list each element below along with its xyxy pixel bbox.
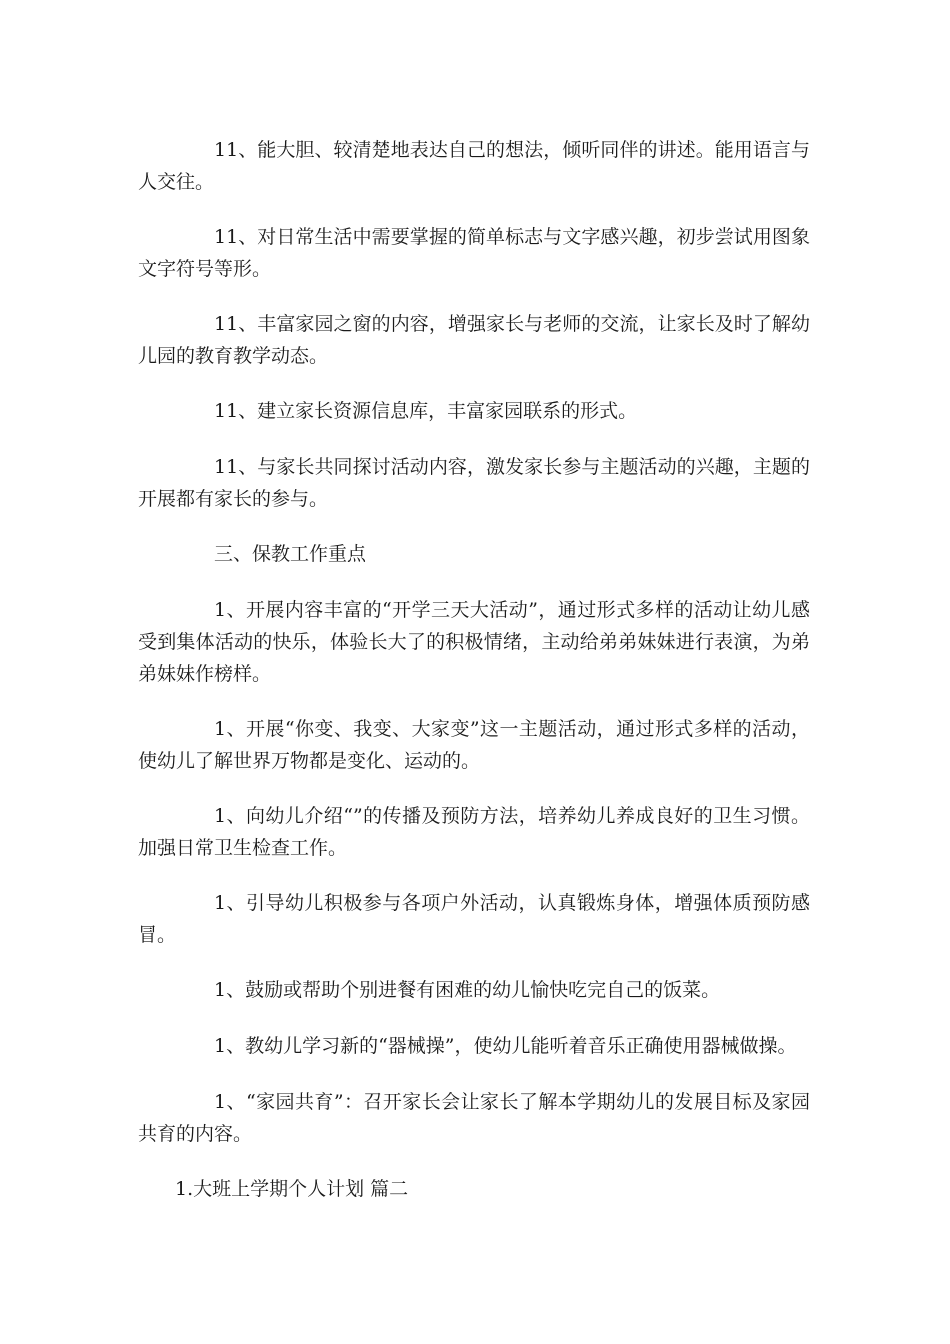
section-heading: 三、保教工作重点	[214, 543, 367, 565]
paragraph-symbols: 11、对日常生活中需要掌握的简单标志与文字感兴趣，初步尝试用图象文字符号等形。	[138, 226, 810, 280]
item-home-school: 1、“家园共育”：召开家长会让家长了解本学期幼儿的发展目标及家园共育的内容。	[138, 1091, 810, 1145]
item-theme-activity: 1、开展“你变、我变、大家变”这一主题活动，通过形式多样的活动，使幼儿了解世界万物都是变化、运动的。	[138, 718, 810, 772]
item-opening-activities: 1、开展内容丰富的“开学三天大活动”，通过形式多样的活动让幼儿感受到集体活动的快乐，体验长大了的积极情绪，主动给弟弟妹妹进行表演，为弟弟妹妹作榜样。	[138, 599, 810, 685]
item-outdoor-activities: 1、引导幼儿积极参与各项户外活动，认真锻炼身体，增强体质预防感冒。	[138, 892, 810, 946]
item-meals: 1、鼓励或帮助个别进餐有困难的幼儿愉快吃完自己的饭菜。	[214, 979, 721, 1001]
paragraph-parent-discussion: 11、与家长共同探讨活动内容，激发家长参与主题活动的兴趣，主题的开展都有家长的参与。	[138, 456, 810, 510]
paragraph-home-window: 11、丰富家园之窗的内容，增强家长与老师的交流，让家长及时了解幼儿园的教育教学动态。	[138, 313, 810, 367]
paragraph-expression: 11、能大胆、较清楚地表达自己的想法，倾听同伴的讲述。能用语言与人交往。	[138, 139, 810, 193]
item-hygiene: 1、向幼儿介绍“”的传播及预防方法，培养幼儿养成良好的卫生习惯。加强日常卫生检查工作。	[138, 805, 810, 859]
item-exercise: 1、教幼儿学习新的“器械操”，使幼儿能听着音乐正确使用器械做操。	[214, 1035, 797, 1057]
paragraph-parent-resources: 11、建立家长资源信息库，丰富家园联系的形式。	[214, 400, 638, 422]
section-title: 1.大班上学期个人计划 篇二	[175, 1178, 409, 1200]
